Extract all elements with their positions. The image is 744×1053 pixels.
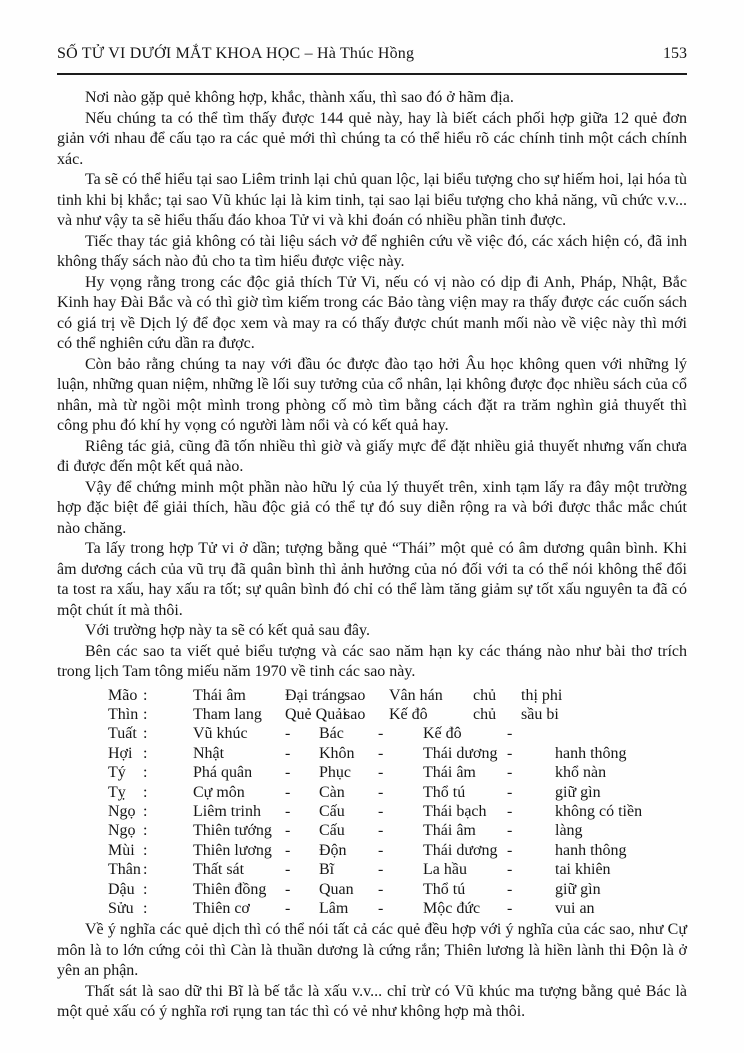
chu-label-cell: -: [507, 802, 513, 820]
que-prefix-cell: -: [285, 802, 291, 820]
sao-label-cell: -: [378, 899, 384, 917]
meaning-cell: làng: [555, 822, 583, 840]
star-cell: Thiên cơ: [193, 899, 250, 917]
sao-label-cell: -: [378, 802, 384, 820]
sao-label-cell: -: [378, 822, 384, 840]
paragraph: Riêng tác giả, cũng đã tốn nhiều thì giờ và giấy mực để đặt nhiều giả thuyết nhưng vấn chưa đi được đến một kết quả nào.: [57, 437, 687, 475]
que-prefix-cell: -: [285, 822, 291, 840]
meaning-cell: giữ gìn: [555, 783, 601, 801]
table-row: [108, 705, 687, 724]
que-cell: Quẻ Quải: [285, 705, 347, 723]
year-star-cell: Thổ tú: [423, 783, 466, 801]
chu-label-cell: -: [507, 822, 513, 840]
chu-label-cell: -: [507, 841, 513, 859]
branch-cell: Dậu: [108, 880, 135, 898]
chu-label-cell: -: [507, 744, 513, 762]
star-cell: Liêm trinh: [193, 802, 261, 820]
paragraph: Nơi nào gặp quẻ không hợp, khắc, thành xấu, thì sao đó ở hãm địa.: [85, 89, 514, 106]
que-prefix-cell: -: [285, 725, 291, 743]
chu-label-cell: -: [507, 725, 513, 743]
colon-cell: :: [143, 705, 148, 723]
que-prefix-cell: -: [285, 880, 291, 898]
year-star-cell: La hầu: [423, 861, 467, 879]
que-cell: Quan: [319, 880, 354, 898]
paragraph: Thất sát là sao dữ thi Bĩ là bế tắc là xấu v.v... chỉ trừ có Vũ khúc ma tượng bằng quẻ Bác là một quẻ xấu có ý nghĩa rơi rụng tan tác thì có vẻ như không hợp mà thôi.: [57, 982, 687, 1021]
branch-cell: Hợi: [108, 744, 133, 762]
paragraph: Với trường hợp này ta sẽ có kết quả sau đây.: [85, 622, 370, 639]
chu-label-cell: chủ: [473, 705, 497, 723]
paragraph: Về ý nghĩa các quẻ dịch thì có thể nói tất cả các quẻ đều hợp với ý nghĩa của các sao, như Cự môn là to lớn cứng cỏi thì Càn là thuần dương là cứng rắn; Thiên lương là hiền lành thi Độn là ở yên an phận.: [57, 921, 687, 980]
meaning-cell: thị phi: [521, 686, 563, 704]
page-body: [57, 88, 687, 1023]
branch-cell: Tuất: [108, 725, 137, 743]
branch-cell: Thìn: [108, 705, 139, 723]
page-header: [57, 44, 687, 64]
paragraph: Tiếc thay tác giả không có tài liệu sách vở để nghiên cứu về việc đó, các xách hiện có, đã inh không thấy sách nào đủ cho ta tìm hiểu được việc này.: [57, 232, 687, 270]
meaning-cell: [555, 724, 687, 743]
year-star-cell: Thái dương: [423, 744, 498, 762]
meaning-cell: giữ gìn: [555, 880, 601, 898]
paragraph: Ta lấy trong hợp Tử vi ở dần; tượng bằng quẻ “Thái” một quẻ có âm dương quân bình. Khi âm dương cách của vũ trụ đã quân bình thì ảnh hưởng của nó đối với ta có thể nói không thể đổi ta tost ra xấu, hay xấu ra tốt; sự quân bình đó chỉ có thể làm tăng giảm sự tốt xấu nguyên ta đã có một chút ít mà thôi.: [57, 540, 687, 619]
branch-cell: Thân: [108, 861, 141, 879]
year-star-cell: Thái dương: [423, 841, 498, 859]
sao-label-cell: sao: [344, 705, 366, 723]
star-cell: Thiên lương: [193, 841, 272, 859]
chu-label-cell: -: [507, 783, 513, 801]
table-row: [108, 860, 687, 879]
star-table: [108, 686, 687, 919]
que-cell: Độn: [319, 841, 347, 859]
sao-label-cell: -: [378, 861, 384, 879]
star-cell: Nhật: [193, 744, 225, 762]
que-cell: Cấu: [319, 822, 345, 840]
que-cell: Khôn: [319, 744, 355, 762]
chu-label-cell: chủ: [473, 686, 497, 704]
table-row: [108, 686, 687, 705]
colon-cell: :: [143, 744, 148, 762]
year-star-cell: Thổ tú: [423, 880, 466, 898]
que-prefix-cell: -: [285, 899, 291, 917]
sao-label-cell: -: [378, 764, 384, 782]
star-cell: Phá quân: [193, 764, 253, 782]
paragraph: Ta sẽ có thể hiểu tại sao Liêm trinh lại chủ quan lộc, lại biểu tượng cho sự hiếm hoi, lại hóa tù tinh khi bị khắc; tại sao Vũ khúc lại là kim tinh, tại sao lại biểu tượng cho khả năng, vũ chức v.v... và như vậy ta sẽ hiểu thấu đáo khoa Tử vi và khi đoán có nhiều phần tinh được.: [57, 171, 687, 229]
star-cell: Vũ khúc: [193, 725, 248, 743]
branch-cell: Sửu: [108, 899, 134, 917]
meaning-cell: khổ nàn: [555, 764, 607, 782]
que-prefix-cell: -: [285, 841, 291, 859]
paragraph: Hy vọng rằng trong các độc giả thích Tử Vi, nếu có vị nào có dịp đi Anh, Pháp, Nhật, Bắc Kinh hay Đài Bắc và có thì giờ tìm kiếm trong các Bảo tàng viện may ra thấy được các cuốn sách có giá trị về Dịch lý để đọc xem và may ra có thấy được chút manh mối nào về việc này thì mới có thể nghiên cứu dần ra được.: [57, 273, 687, 352]
que-prefix-cell: -: [285, 764, 291, 782]
paragraph: Nếu chúng ta có thể tìm thấy được 144 quẻ này, hay là biết cách phối hợp giữa 12 quẻ đơn giản với nhau để cấu tạo ra các quẻ mới thì chúng ta có thể hiểu rõ các chính tinh một cách chính xác.: [57, 109, 687, 168]
year-star-cell: Thái bạch: [423, 802, 487, 820]
colon-cell: :: [143, 822, 148, 840]
paragraph: Vậy để chứng minh một phần nào hữu lý của lý thuyết trên, xinh tạm lấy ra đây một trường hợp đặc biệt để giải thích, hầu độc giả có thể tự đó suy diễn rộng ra và bới được thắc mắc chút nào chăng.: [57, 478, 687, 537]
colon-cell: :: [143, 880, 148, 898]
colon-cell: :: [143, 725, 148, 743]
colon-cell: :: [143, 861, 148, 879]
branch-cell: Tỵ: [108, 783, 126, 801]
colon-cell: :: [143, 783, 148, 801]
sao-label-cell: sao: [344, 686, 366, 704]
meaning-cell: không có tiền: [555, 802, 643, 820]
meaning-cell: sầu bi: [521, 705, 559, 723]
star-cell: Tham lang: [193, 705, 262, 723]
meaning-cell: vui an: [555, 899, 595, 917]
que-cell: Đại tráng: [285, 686, 345, 704]
year-star-cell: Mộc đức: [423, 899, 481, 917]
branch-cell: Tý: [108, 764, 126, 782]
que-cell: Lâm: [319, 899, 349, 917]
branch-cell: Ngọ: [108, 822, 136, 840]
year-star-cell: Vân hán: [389, 686, 443, 704]
chu-label-cell: -: [507, 899, 513, 917]
colon-cell: :: [143, 802, 148, 820]
year-star-cell: Thái âm: [423, 822, 476, 840]
table-row: [108, 724, 687, 743]
colon-cell: :: [143, 686, 148, 704]
star-cell: Thái âm: [193, 686, 246, 704]
paragraph: Còn bảo rằng chúng ta nay với đầu óc được đào tạo hởi Âu học không quen với những lý luận, những quan niệm, những lề lối suy tưởng của cổ nhân, lại không được đọc nhiều sách của cổ nhân, mà từ ngồi một mình trong phòng cố mò tìm bằng cách đặt ra trăm nghìn giả thuyết thì công phu đó khí hy vọng có người làm nổi và có kết quả hay.: [57, 355, 687, 434]
table-row: [108, 783, 687, 802]
table-row: [108, 744, 687, 763]
que-cell: Bác: [319, 725, 344, 743]
sao-label-cell: -: [378, 744, 384, 762]
que-cell: Phục: [319, 764, 351, 782]
year-star-cell: Kế đô: [389, 705, 428, 723]
sao-label-cell: -: [378, 725, 384, 743]
que-prefix-cell: -: [285, 783, 291, 801]
colon-cell: :: [143, 899, 148, 917]
star-cell: Cự môn: [193, 783, 245, 801]
branch-cell: Ngọ: [108, 802, 136, 820]
table-row: [108, 821, 687, 840]
meaning-cell: hanh thông: [555, 841, 627, 859]
star-cell: Thiên đồng: [193, 880, 267, 898]
page-number: 153: [663, 45, 687, 62]
que-cell: Càn: [319, 783, 345, 801]
chu-label-cell: -: [507, 861, 513, 879]
branch-cell: Mão: [108, 686, 138, 704]
header-rule: [57, 73, 687, 75]
que-cell: Bĩ: [319, 861, 335, 879]
paragraph: Bên các sao ta viết quẻ biểu tượng và các sao năm hạn ky các tháng nào như bài thơ trích trong lịch Tam tông miếu năm 1970 về tinh các sao này.: [57, 642, 687, 680]
chu-label-cell: -: [507, 880, 513, 898]
que-prefix-cell: -: [285, 744, 291, 762]
meaning-cell: hanh thông: [555, 744, 627, 762]
table-row: [108, 899, 687, 918]
colon-cell: :: [143, 841, 148, 859]
colon-cell: :: [143, 764, 148, 782]
branch-cell: Mùi: [108, 841, 135, 859]
sao-label-cell: -: [378, 783, 384, 801]
meaning-cell: tai khiên: [555, 861, 611, 879]
table-row: [108, 880, 687, 899]
star-cell: Thiên tướng: [193, 822, 272, 840]
table-row: [108, 841, 687, 860]
table-row: [108, 763, 687, 782]
que-prefix-cell: -: [285, 861, 291, 879]
running-title: SỐ TỬ VI DƯỚI MẮT KHOA HỌC – Hà Thúc Hồng: [57, 45, 415, 62]
sao-label-cell: -: [378, 880, 384, 898]
year-star-cell: Thái âm: [423, 764, 476, 782]
que-cell: Cấu: [319, 802, 345, 820]
table-row: [108, 802, 687, 821]
chu-label-cell: -: [507, 764, 513, 782]
sao-label-cell: -: [378, 841, 384, 859]
star-cell: Thất sát: [193, 861, 245, 879]
year-star-cell: Kế đô: [423, 725, 462, 743]
